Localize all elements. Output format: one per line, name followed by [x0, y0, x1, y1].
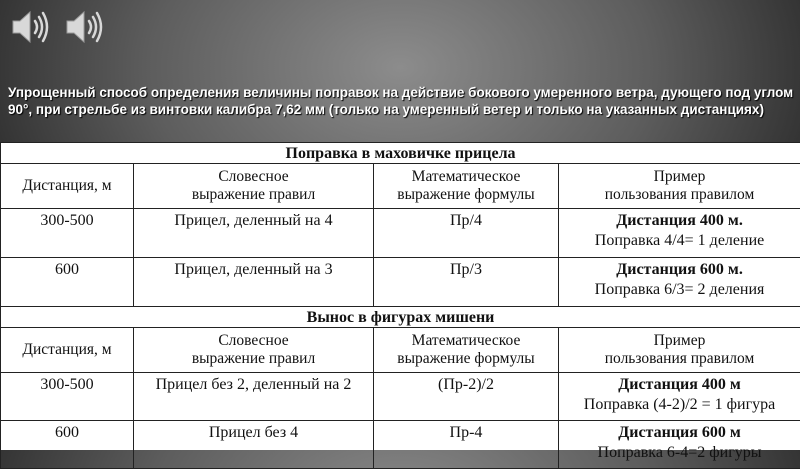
example-line1: Дистанция 400 м.	[561, 211, 798, 231]
cell-distance: 600	[1, 421, 134, 469]
example-line2: Поправка 6/3= 2 деления	[561, 280, 798, 300]
header-example	[559, 164, 800, 209]
header-rule-line2: выражение правил	[136, 186, 371, 204]
header-rule-line1: Словесное	[136, 168, 371, 186]
cell-formula: (Пр-2)/2	[374, 373, 559, 421]
example-line1: Дистанция 600 м.	[561, 260, 798, 280]
cell-example	[559, 258, 800, 307]
section-title-target: Вынос в фигурах мишени	[1, 307, 800, 328]
header-formula-line2: выражение формулы	[376, 350, 556, 368]
example-line1: Дистанция 600 м	[561, 423, 798, 443]
speaker-icon[interactable]	[62, 6, 104, 48]
column-header-row	[1, 164, 800, 209]
section-header-row	[1, 307, 800, 328]
slide-caption: Упрощенный способ определения величины поправок на действие бокового умеренного ветра, дующего под углом 90°, при стрельбе из винтовки калибра 7,62 мм (только на умеренный ветер и только на указанных дистанциях)	[8, 84, 794, 118]
correction-table-sheet	[0, 142, 800, 450]
table-row	[1, 421, 800, 469]
header-rule-line1: Словесное	[136, 332, 371, 350]
header-rule	[134, 328, 374, 373]
table-row	[1, 258, 800, 307]
header-example-line1: Пример	[561, 332, 798, 350]
header-formula-line1: Математическое	[376, 332, 556, 350]
header-rule	[134, 164, 374, 209]
cell-example	[559, 421, 800, 469]
header-formula-line2: выражение формулы	[376, 186, 556, 204]
section-header-row	[1, 143, 800, 164]
header-distance	[1, 328, 134, 373]
cell-formula: Пр/4	[374, 209, 559, 258]
header-example-line2: пользования правилом	[561, 350, 798, 368]
section-title-sight: Поправка в маховичке прицела	[1, 143, 800, 164]
cell-distance: 300-500	[1, 209, 134, 258]
example-line2: Поправка (4-2)/2 = 1 фигура	[561, 395, 798, 415]
column-header-row	[1, 328, 800, 373]
table-row	[1, 373, 800, 421]
example-line2: Поправка 4/4= 1 деление	[561, 231, 798, 251]
correction-table	[0, 142, 800, 469]
header-rule-line2: выражение правил	[136, 350, 371, 368]
cell-rule: Прицел, деленный на 4	[134, 209, 374, 258]
example-line1: Дистанция 400 м	[561, 375, 798, 395]
header-formula	[374, 164, 559, 209]
example-line2: Поправка 6-4=2 фигуры	[561, 443, 798, 463]
cell-rule: Прицел без 2, деленный на 2	[134, 373, 374, 421]
header-example-line2: пользования правилом	[561, 186, 798, 204]
cell-example	[559, 373, 800, 421]
header-distance-label: Дистанция, м	[22, 177, 111, 194]
table-row	[1, 209, 800, 258]
cell-formula: Пр-4	[374, 421, 559, 469]
header-formula-line1: Математическое	[376, 168, 556, 186]
cell-formula: Пр/3	[374, 258, 559, 307]
header-distance	[1, 164, 134, 209]
header-example	[559, 328, 800, 373]
speaker-icon[interactable]	[8, 6, 50, 48]
header-example-line1: Пример	[561, 168, 798, 186]
cell-rule: Прицел без 4	[134, 421, 374, 469]
cell-rule: Прицел, деленный на 3	[134, 258, 374, 307]
header-formula	[374, 328, 559, 373]
cell-distance: 300-500	[1, 373, 134, 421]
header-distance-label: Дистанция, м	[22, 341, 111, 358]
cell-example	[559, 209, 800, 258]
cell-distance: 600	[1, 258, 134, 307]
